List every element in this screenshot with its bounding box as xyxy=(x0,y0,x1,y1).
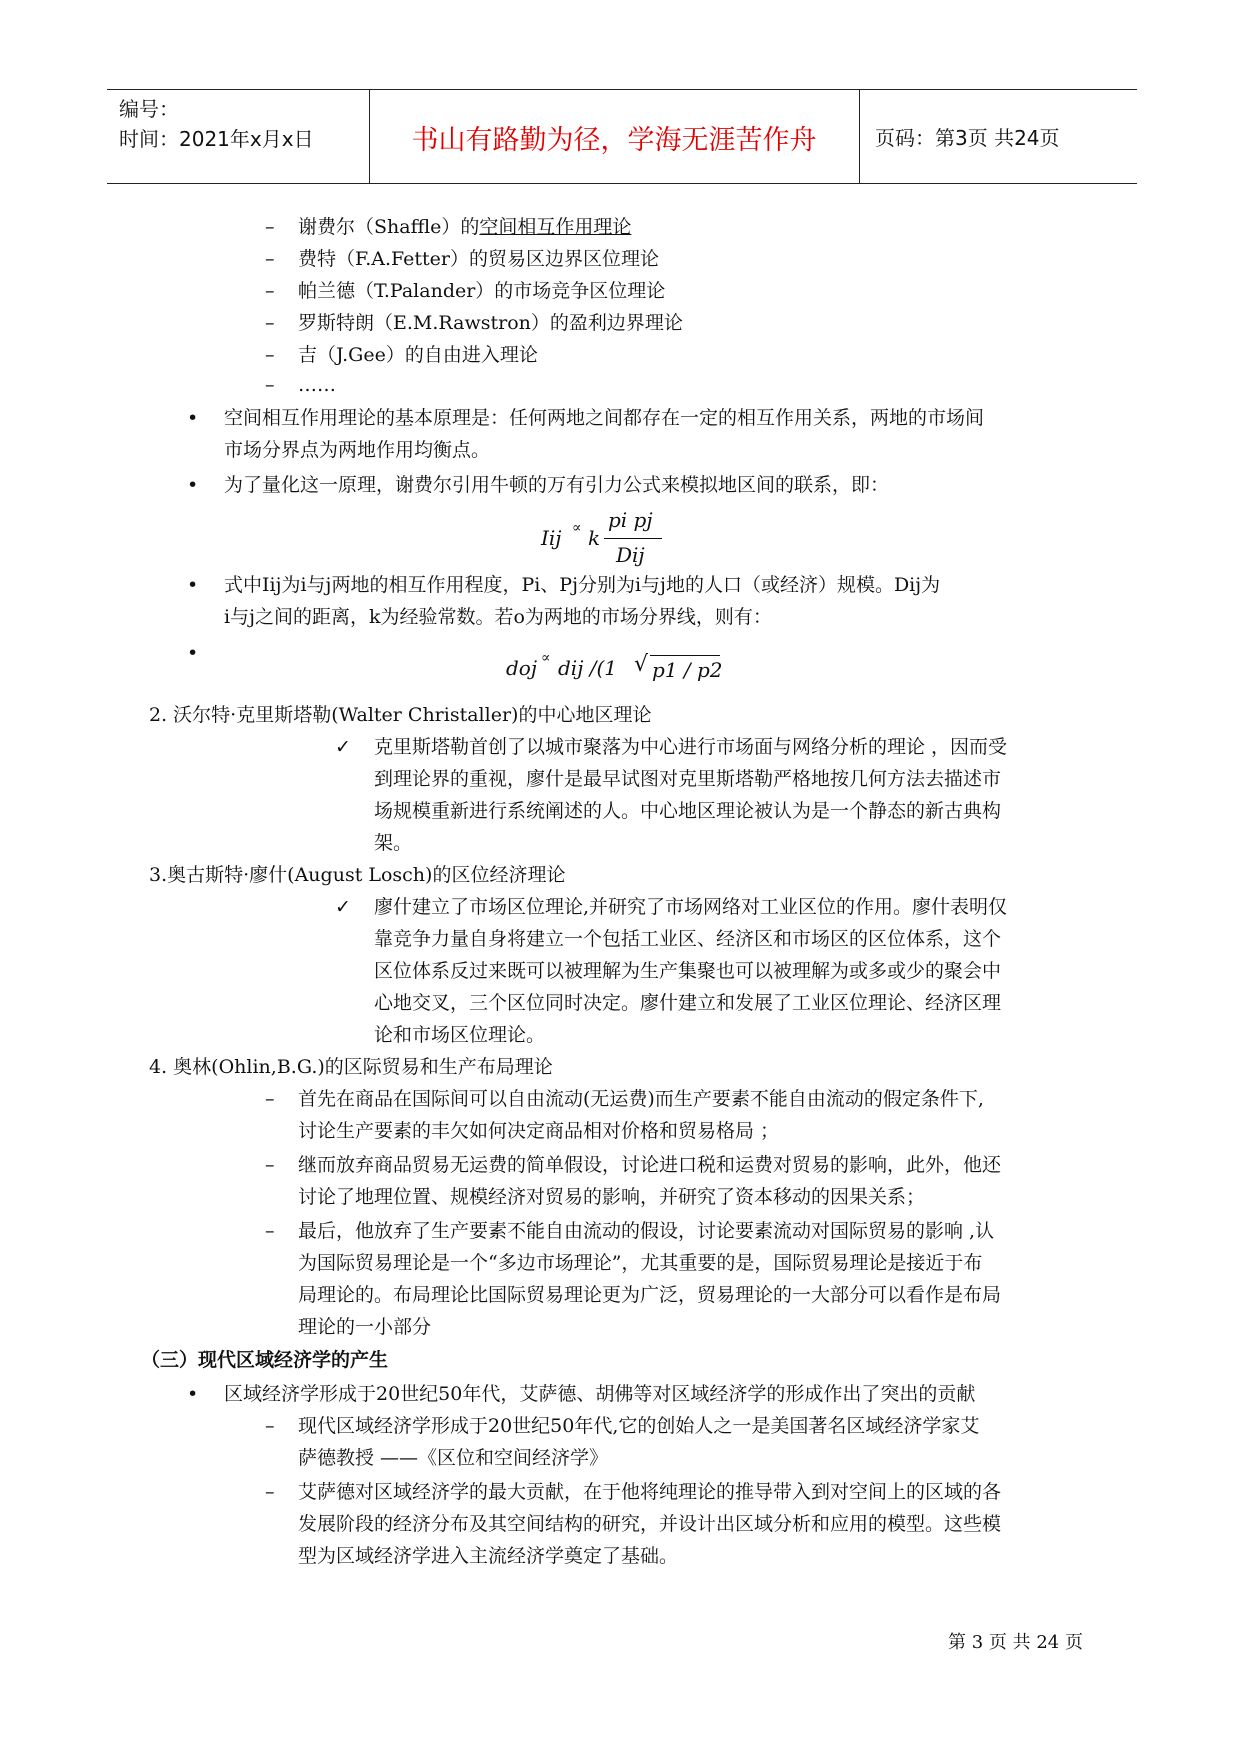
dash-marker: – xyxy=(265,312,275,334)
paragraph-line: 现代区域经济学形成于20世纪50年代,它的创始人之一是美国著名区域经济学家艾 xyxy=(298,1415,980,1437)
fraction-bar xyxy=(604,538,662,539)
paragraph-line: 继而放弃商品贸易无运费的简单假设，讨论进口税和运费对贸易的影响，此外，他还 xyxy=(298,1154,1002,1176)
dash-marker: – xyxy=(265,1088,275,1110)
formula-radicand: p1 / p2 xyxy=(652,658,723,682)
paragraph-line: 架。 xyxy=(374,832,413,854)
bullet-marker: • xyxy=(187,1383,199,1405)
paragraph-line: 到理论界的重视，廖什是最早试图对克里斯塔勒严格地按几何方法去描述市 xyxy=(374,768,1002,790)
page-footer: 第 3 页 共 24 页 xyxy=(948,1632,1083,1653)
formula-constant: k xyxy=(588,526,601,550)
paragraph-line: 廖什建立了市场区位理论,并研究了市场网络对工业区位的作用。廖什表明仅 xyxy=(374,896,1008,918)
formula-lhs: doj xyxy=(506,656,538,680)
underlined-term: 空间相互作用理论 xyxy=(479,216,632,238)
formula-rhs: dij /(1 xyxy=(558,656,618,680)
bullet-marker: • xyxy=(187,474,199,496)
dash-marker: – xyxy=(265,374,275,396)
paragraph-line: 区域经济学形成于20世纪50年代，艾萨德、胡佛等对区域经济学的形成作出了突出的贡献 xyxy=(224,1383,976,1405)
paragraph-line: 萨德教授 ——《区位和空间经济学》 xyxy=(298,1447,609,1469)
paragraph-line: 式中Iij为i与j两地的相互作用程度，Pi、Pj分别为i与j地的人口（或经济）规模。Dij为 xyxy=(224,574,941,596)
dash-marker: – xyxy=(265,216,275,238)
paragraph-line: 心地交叉，三个区位同时决定。廖什建立和发展了工业区位理论、经济区理 xyxy=(374,992,1002,1014)
paragraph-line: 靠竞争力量自身将建立一个包括工业区、经济区和市场区的区位体系，这个 xyxy=(374,928,1002,950)
paragraph-line: 型为区域经济学进入主流经济学奠定了基础。 xyxy=(298,1545,679,1567)
paragraph-line: 讨论生产要素的丰欠如何决定商品相对价格和贸易格局 ； xyxy=(298,1120,780,1142)
formula-denominator: Dij xyxy=(616,543,645,567)
paragraph-line: 克里斯塔勒首创了以城市聚落为中心进行市场面与网络分析的理论 ，因而受 xyxy=(374,736,1008,758)
paragraph-line: 发展阶段的经济分布及其空间结构的研究，并设计出区域分析和应用的模型。这些模 xyxy=(298,1513,1002,1535)
paragraph-line: 最后，他放弃了生产要素不能自由流动的假设，讨论要素流动对国际贸易的影响 ,认 xyxy=(298,1220,995,1242)
paragraph-line: 艾萨德对区域经济学的最大贡献，在于他将纯理论的推导带入到对空间上的区域的各 xyxy=(298,1481,1002,1503)
formula-lhs: Iij xyxy=(541,526,562,550)
sqrt-bar xyxy=(650,655,720,656)
paragraph-line: 讨论了地理位置、规模经济对贸易的影响，并研究了资本移动的因果关系； xyxy=(298,1186,926,1208)
paragraph-line: 局理论的。布局理论比国际贸易理论更为广泛，贸易理论的一大部分可以看作是布局 xyxy=(298,1284,1002,1306)
paragraph-line: 空间相互作用理论的基本原理是：任何两地之间都存在一定的相互作用关系，两地的市场间 xyxy=(224,407,985,429)
paragraph-line: 首先在商品在国际间可以自由流动(无运费)而生产要素不能自由流动的假定条件下, xyxy=(298,1088,984,1110)
dash-marker: – xyxy=(265,1154,275,1176)
dash-marker: – xyxy=(265,1220,275,1242)
bullet-marker: • xyxy=(187,574,199,596)
header-meta xyxy=(119,94,314,154)
paragraph-line: 为了量化这一原理，谢费尔引用牛顿的万有引力公式来模拟地区间的联系，即： xyxy=(224,474,890,496)
paragraph-line: 论和市场区位理论。 xyxy=(374,1024,546,1046)
formula-numerator: pi pj xyxy=(608,508,653,532)
section-title: 2. 沃尔特·克里斯塔勒(Walter Christaller)的中心地区理论 xyxy=(149,704,652,726)
formula-relation: ∝ xyxy=(572,520,582,536)
section-title: 4. 奥林(Ohlin,B.G.)的区际贸易和生产布局理论 xyxy=(149,1056,553,1078)
number-label: 编号： xyxy=(119,97,179,121)
header-motto: 书山有路勤为径，学海无涯苦作舟 xyxy=(411,125,817,156)
list-item: 帕兰德（T.Palander）的市场竞争区位理论 xyxy=(298,280,666,302)
formula-relation: ∝ xyxy=(541,650,551,666)
dash-marker: – xyxy=(265,248,275,270)
dash-marker: – xyxy=(265,344,275,366)
list-item: 费特（F.A.Fetter）的贸易区边界区位理论 xyxy=(298,248,660,270)
page-header xyxy=(107,89,1137,184)
bullet-marker: • xyxy=(187,642,199,664)
dash-marker: – xyxy=(265,280,275,302)
paragraph-line: 为国际贸易理论是一个“多边市场理论”，尤其重要的是，国际贸易理论是接近于布 xyxy=(298,1252,983,1274)
list-item: …… xyxy=(298,374,336,396)
paragraph-line: 区位体系反过来既可以被理解为生产集聚也可以被理解为或多或少的聚会中 xyxy=(374,960,1002,982)
list-item: 罗斯特朗（E.M.Rawstron）的盈利边界理论 xyxy=(298,312,683,334)
list-item: 吉（J.Gee）的自由进入理论 xyxy=(298,344,538,366)
section-heading: （三）现代区域经济学的产生 xyxy=(141,1349,389,1371)
check-icon: ✓ xyxy=(335,736,351,758)
paragraph-line: i与j之间的距离，k为经验常数。若o为两地的市场分界线，则有： xyxy=(224,606,772,628)
bullet-marker: • xyxy=(187,407,199,429)
sqrt-sign: √ xyxy=(634,652,649,677)
dash-marker: – xyxy=(265,1415,275,1437)
dash-marker: – xyxy=(265,1481,275,1503)
list-item: 谢费尔（Shaffle）的空间相互作用理论 xyxy=(298,216,632,238)
time-label: 时间：2021年x月x日 xyxy=(119,127,314,151)
paragraph-line: 理论的一小部分 xyxy=(298,1316,432,1338)
header-divider xyxy=(859,90,860,183)
header-page-label: 页码：第3页 共24页 xyxy=(875,126,1060,150)
paragraph-line: 市场分界点为两地作用均衡点。 xyxy=(224,439,491,461)
check-icon: ✓ xyxy=(335,896,351,918)
section-title: 3.奥古斯特·廖什(August Losch)的区位经济理论 xyxy=(149,864,566,886)
paragraph-line: 场规模重新进行系统阐述的人。中心地区理论被认为是一个静态的新古典构 xyxy=(374,800,1002,822)
